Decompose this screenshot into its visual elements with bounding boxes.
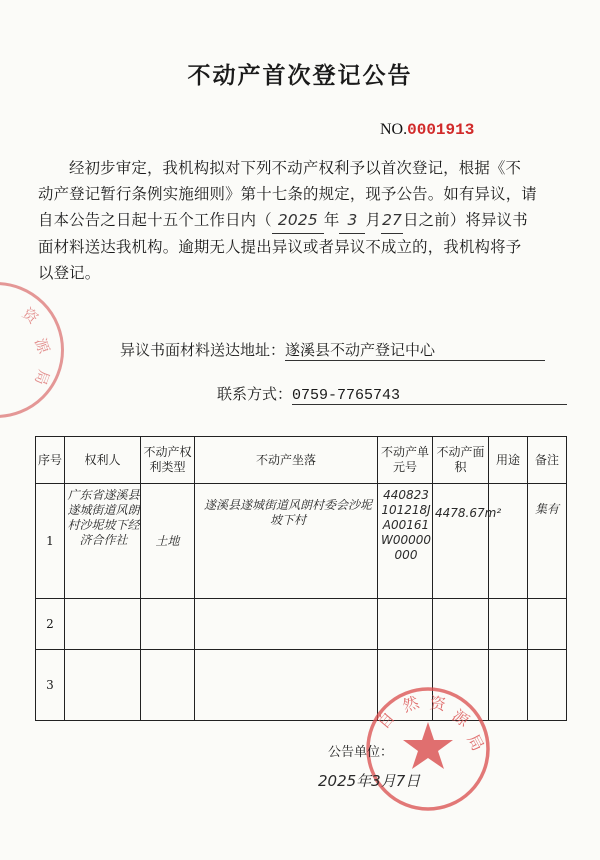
row2-note <box>528 599 567 650</box>
day-blank: 27 <box>381 207 403 234</box>
row3-type <box>141 650 195 721</box>
seal-char: 然 <box>399 692 422 716</box>
month-unit: 月 <box>365 211 382 229</box>
row3-location <box>195 650 378 721</box>
serial-prefix: NO. <box>380 121 408 138</box>
property-table <box>35 436 567 721</box>
row3-note <box>528 650 567 721</box>
left-edge-seal <box>0 282 64 418</box>
line5-text: 以登记。 <box>38 264 101 282</box>
row1-area: 4478.67m² <box>433 484 489 599</box>
address-value: 遂溪县不动产登记中心 <box>285 339 545 361</box>
paragraph-line-2 <box>38 181 562 207</box>
header-seq: 序号 <box>36 437 65 484</box>
left-seal-char-3: 局 <box>31 367 54 388</box>
row2-use <box>489 599 528 650</box>
row3-holder <box>65 650 141 721</box>
table-header-row <box>36 437 567 484</box>
row1-note: 集有 <box>528 484 567 599</box>
header-type: 不动产权利类型 <box>141 437 195 484</box>
seal-star <box>403 722 453 769</box>
row2-location <box>195 599 378 650</box>
table-row <box>36 484 567 599</box>
publish-date: 2025年3月7日 <box>318 772 421 790</box>
row1-unit-no: 440823101218JA00161W00000000 <box>378 484 433 599</box>
notice-paragraph <box>38 155 562 286</box>
paragraph-line-1 <box>38 155 562 181</box>
contact-line <box>217 383 567 405</box>
line1-text: 经初步审定，我机构拟对下列不动产权利予以首次登记，根据《不 <box>69 159 522 177</box>
header-note: 备注 <box>528 437 567 484</box>
row2-holder <box>65 599 141 650</box>
table-row <box>36 599 567 650</box>
document-title: 不动产首次登记公告 <box>187 63 413 89</box>
row1-holder: 广东省遂溪县遂城街道风朗村沙坭坡下经济合作社 <box>65 484 141 599</box>
contact-label: 联系方式： <box>217 385 293 403</box>
row1-seq: 1 <box>36 484 65 599</box>
header-use: 用途 <box>489 437 528 484</box>
serial-digits: 0001913 <box>407 121 475 139</box>
header-location: 不动产坐落 <box>195 437 378 484</box>
seal-char: 自 <box>373 708 399 733</box>
contact-value: 0759-7765743 <box>292 387 567 405</box>
address-line <box>120 339 545 361</box>
year-unit: 年 <box>323 211 340 229</box>
header-area: 不动产面积 <box>433 437 489 484</box>
paragraph-line-3 <box>38 207 562 234</box>
month-blank: 3 <box>339 207 365 234</box>
row2-type <box>141 599 195 650</box>
seal-char: 资 <box>428 693 447 715</box>
left-seal-char-2: 源 <box>31 335 54 356</box>
line3-post: 日之前）将异议书 <box>403 211 528 229</box>
row1-type: 土地 <box>141 484 195 599</box>
publisher-label: 公告单位： <box>328 745 394 760</box>
seal-char: 源 <box>448 705 473 731</box>
line4-text: 面材料送达我机构。逾期无人提出异议或者异议不成立的，我机构将予 <box>38 238 522 256</box>
header-holder: 权利人 <box>65 437 141 484</box>
paragraph-line-4 <box>38 234 562 260</box>
row2-area <box>433 599 489 650</box>
year-blank: 2025 <box>272 207 324 234</box>
seal-char: 局 <box>463 730 488 755</box>
header-unit-no: 不动产单元号 <box>378 437 433 484</box>
line2-text: 动产登记暂行条例实施细则》第十七条的规定，现予公告。如有异议，请 <box>38 185 537 203</box>
row1-location: 遂溪县遂城街道风朗村委会沙坭坡下村 <box>195 484 378 599</box>
row2-unit-no <box>378 599 433 650</box>
paragraph-line-5 <box>38 260 562 286</box>
line3-pre: 自本公告之日起十五个工作日内（ <box>38 211 272 229</box>
address-label: 异议书面材料送达地址： <box>120 341 286 359</box>
serial-number <box>380 121 474 139</box>
row3-use <box>489 650 528 721</box>
row1-use <box>489 484 528 599</box>
left-seal-char-1: 资 <box>18 304 42 328</box>
row2-seq: 2 <box>36 599 65 650</box>
row3-seq: 3 <box>36 650 65 721</box>
